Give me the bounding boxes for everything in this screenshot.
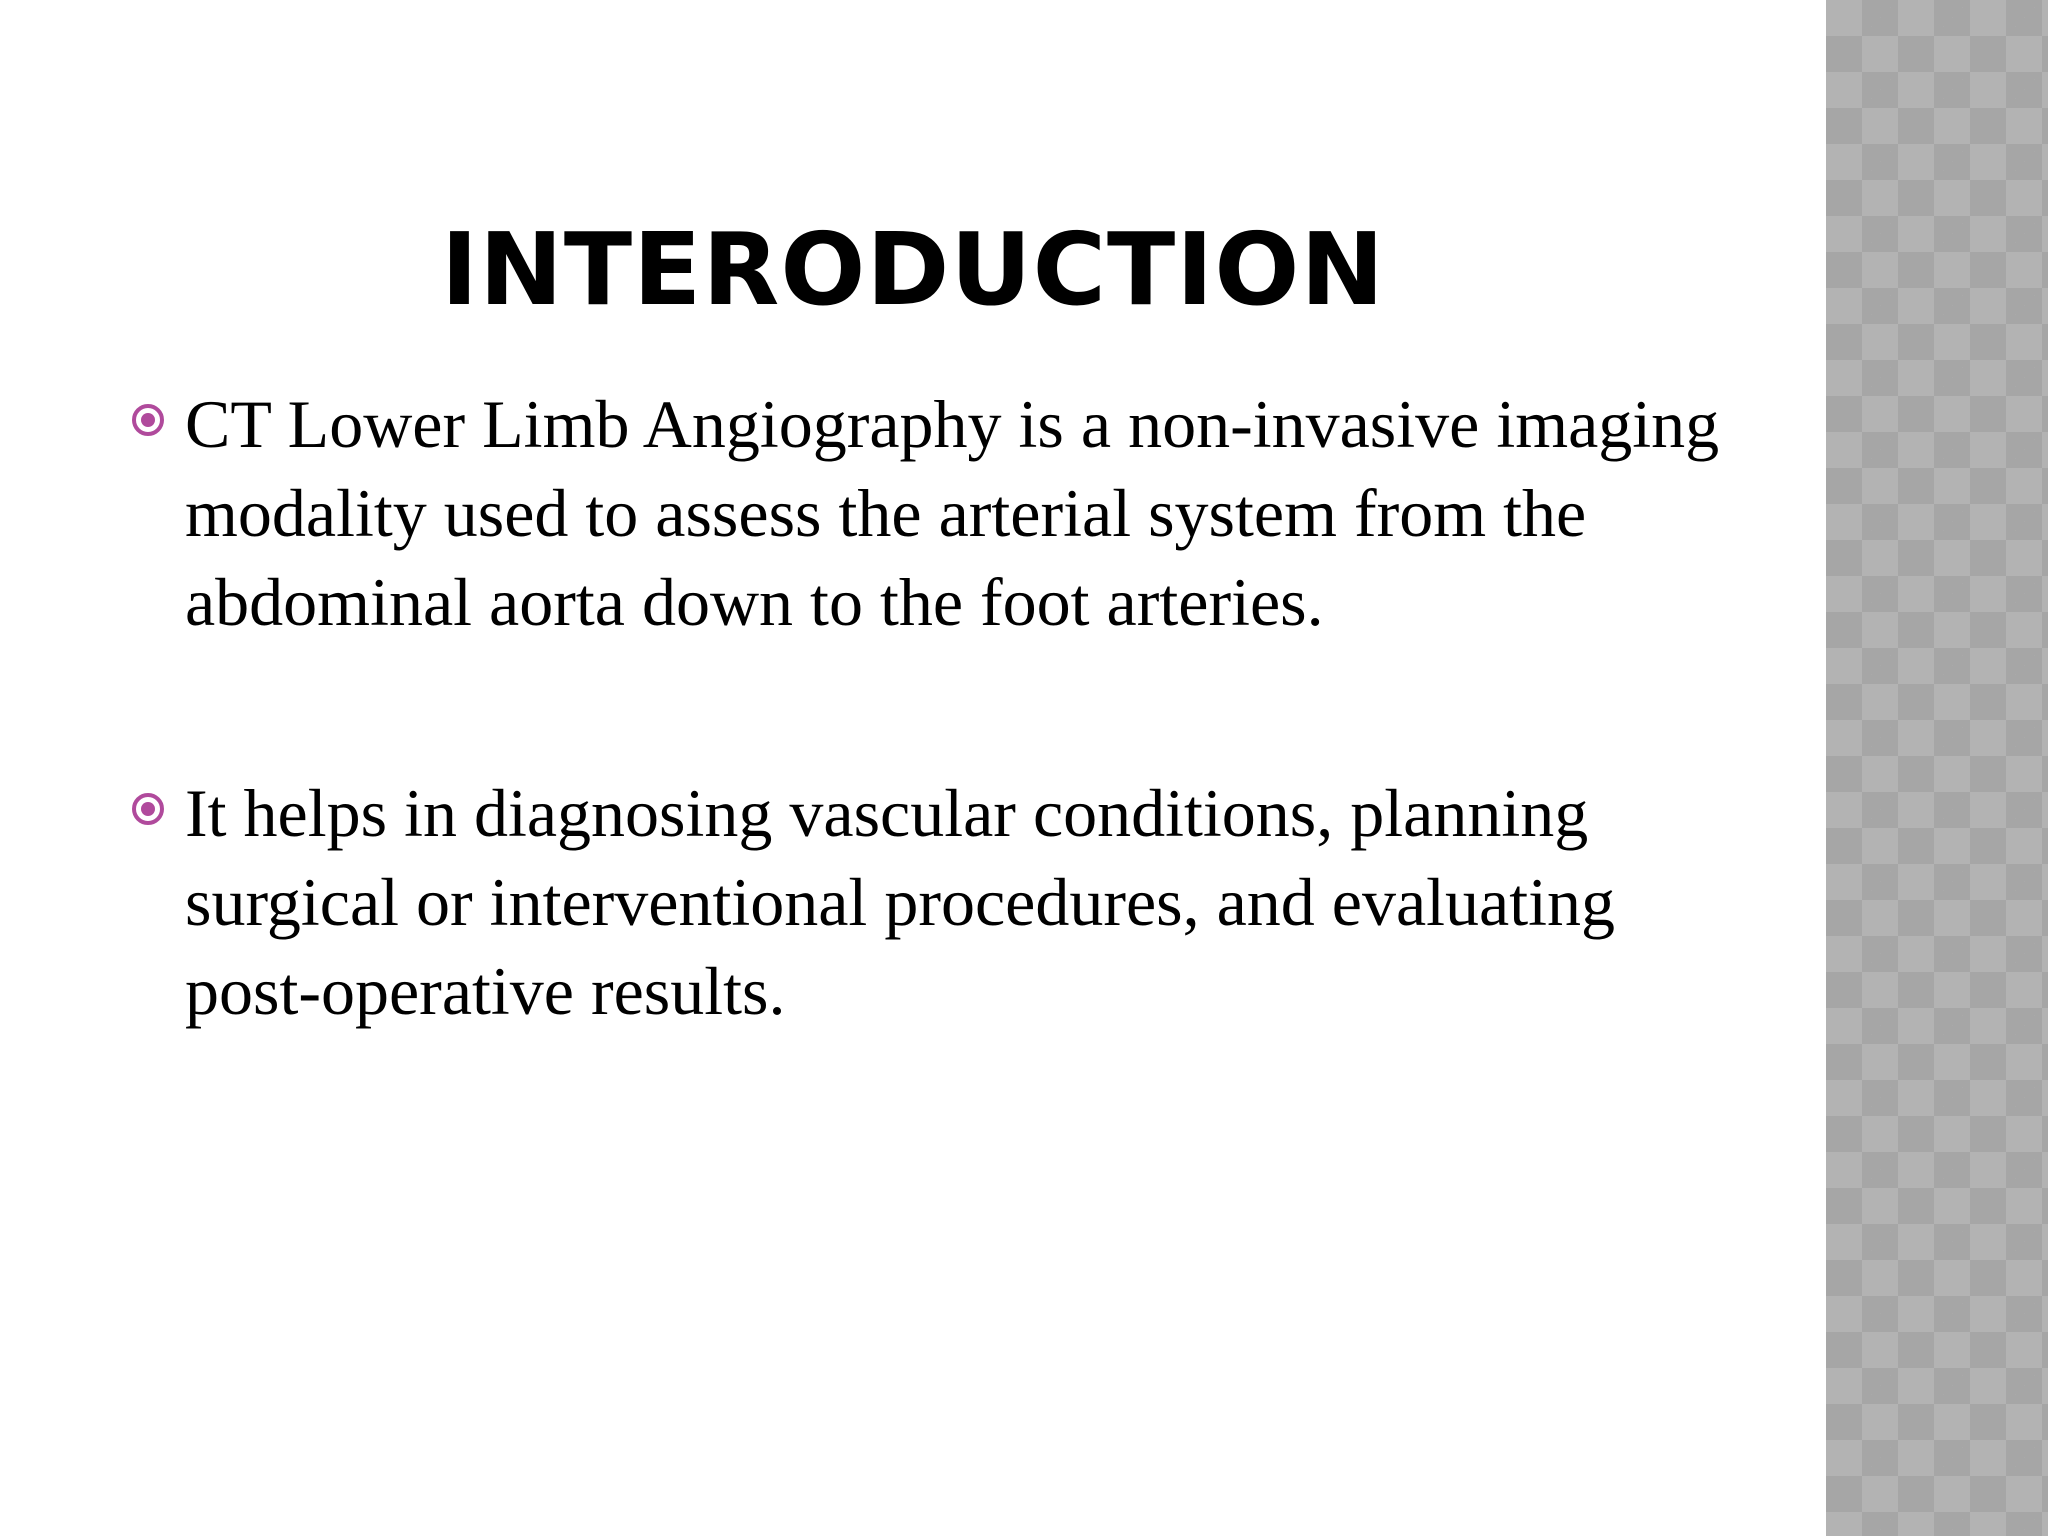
bullet-text: CT Lower Limb Angiography is a non-invasive imaging modality used to assess the arterial system from the abdominal aorta down to the foot arteries. [185, 386, 1720, 640]
target-bullet-icon [130, 791, 166, 827]
target-bullet-icon [130, 402, 166, 438]
bullet-text: It helps in diagnosing vascular conditions, planning surgical or interventional procedures, and evaluating post-operative results. [185, 775, 1616, 1029]
slide-title: INTERODUCTION [440, 211, 1386, 328]
bullet-item [130, 380, 1730, 647]
decorative-side-panel [1826, 0, 2048, 1536]
bullet-item [130, 769, 1730, 1036]
bullet-list [130, 380, 1730, 1158]
